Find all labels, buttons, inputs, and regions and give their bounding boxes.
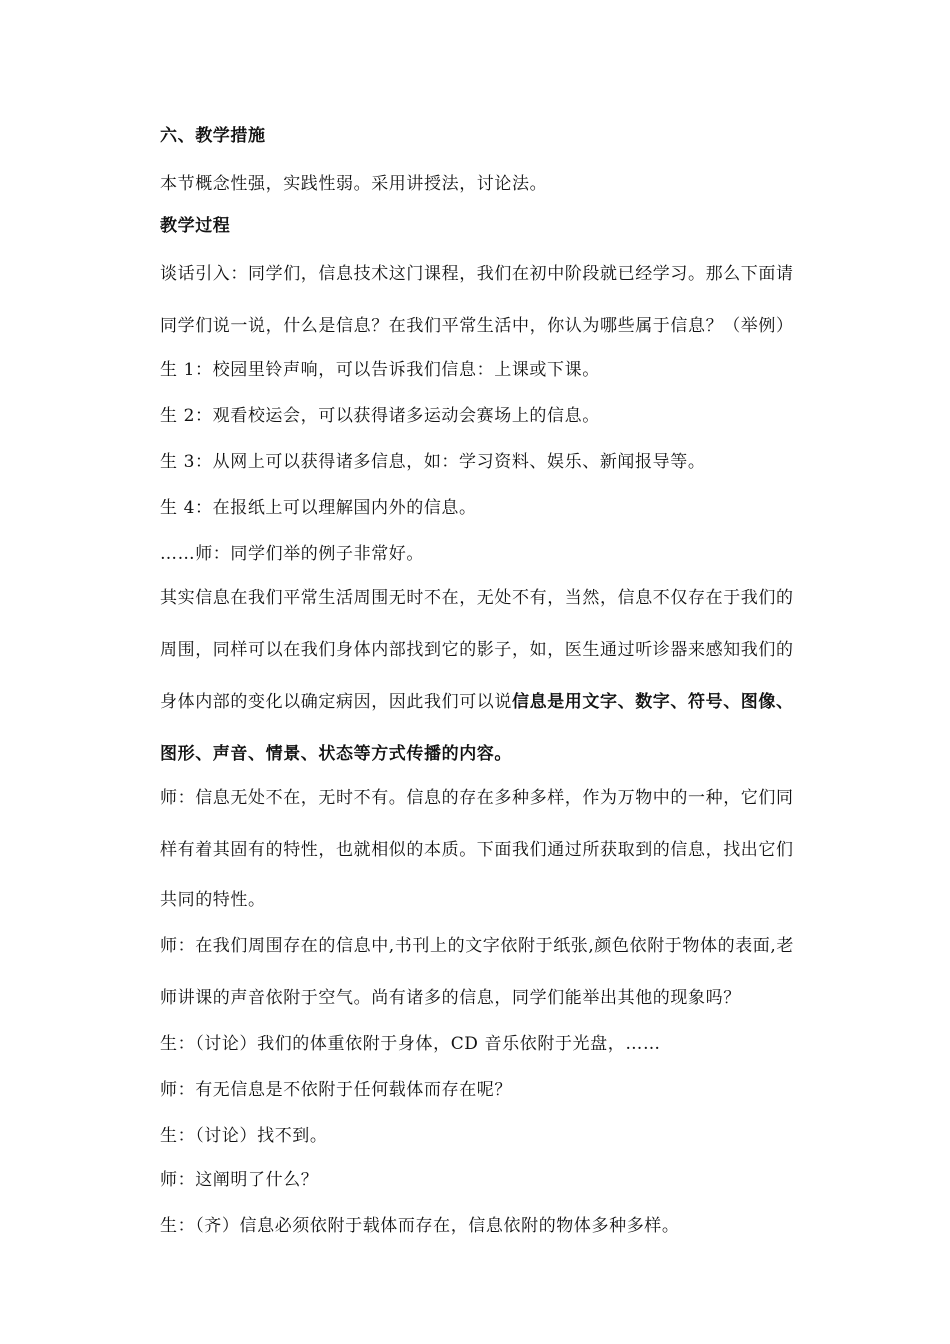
dialogue-line: 生 3：从网上可以获得诸多信息，如：学习资料、娱乐、新闻报导等。 [160, 452, 706, 472]
dialogue-line: 生 2：观看校运会，可以获得诸多运动会赛场上的信息。 [160, 406, 600, 426]
paragraph-line [160, 690, 794, 714]
paragraph-text: 身体内部的变化以确定病因，因此我们可以说 [160, 692, 512, 712]
paragraph-line: 同学们说一说，什么是信息？在我们平常生活中，你认为哪些属于信息？（举例） [160, 316, 794, 336]
dialogue-line: 样有着其固有的特性，也就相似的本质。下面我们通过所获取到的信息，找出它们 [160, 840, 794, 860]
dialogue-line: ……师：同学们举的例子非常好。 [160, 544, 424, 564]
section-heading: 六、教学措施 [160, 126, 266, 146]
dialogue-line: 师：这阐明了什么？ [160, 1170, 319, 1190]
dialogue-line: 共同的特性。 [160, 890, 266, 910]
dialogue-line: 师讲课的声音依附于空气。尚有诸多的信息，同学们能举出其他的现象吗？ [160, 988, 741, 1008]
dialogue-line: 师：信息无处不在，无时不有。信息的存在多种多样，作为万物中的一种，它们同 [160, 788, 794, 808]
dialogue-line: 师：在我们周围存在的信息中,书刊上的文字依附于纸张,颜色依附于物体的表面,老 [160, 936, 795, 956]
dialogue-line: 生：（讨论）我们的体重依附于身体，CD 音乐依附于光盘，…… [160, 1034, 661, 1054]
definition-text: 图形、声音、情景、状态等方式传播的内容。 [160, 744, 512, 764]
dialogue-line: 生：（讨论）找不到。 [160, 1126, 328, 1146]
dialogue-line: 生 4：在报纸上可以理解国内外的信息。 [160, 498, 477, 518]
dialogue-line: 生 1：校园里铃声响，可以告诉我们信息：上课或下课。 [160, 360, 600, 380]
definition-text: 信息是用文字、数字、符号、图像、 [512, 692, 794, 712]
paragraph-line: 其实信息在我们平常生活周围无时不在，无处不有，当然，信息不仅存在于我们的 [160, 588, 794, 608]
process-heading: 教学过程 [160, 216, 231, 236]
dialogue-line: 生：（齐）信息必须依附于载体而存在，信息依附的物体多种多样。 [160, 1216, 680, 1236]
paragraph-line: 周围，同样可以在我们身体内部找到它的影子，如，医生通过听诊器来感知我们的 [160, 640, 794, 660]
intro-paragraph: 本节概念性强，实践性弱。采用讲授法，讨论法。 [160, 174, 548, 194]
paragraph-line: 谈话引入：同学们，信息技术这门课程，我们在初中阶段就已经学习。那么下面请 [160, 264, 794, 284]
dialogue-line: 师：有无信息是不依附于任何载体而存在呢？ [160, 1080, 512, 1100]
